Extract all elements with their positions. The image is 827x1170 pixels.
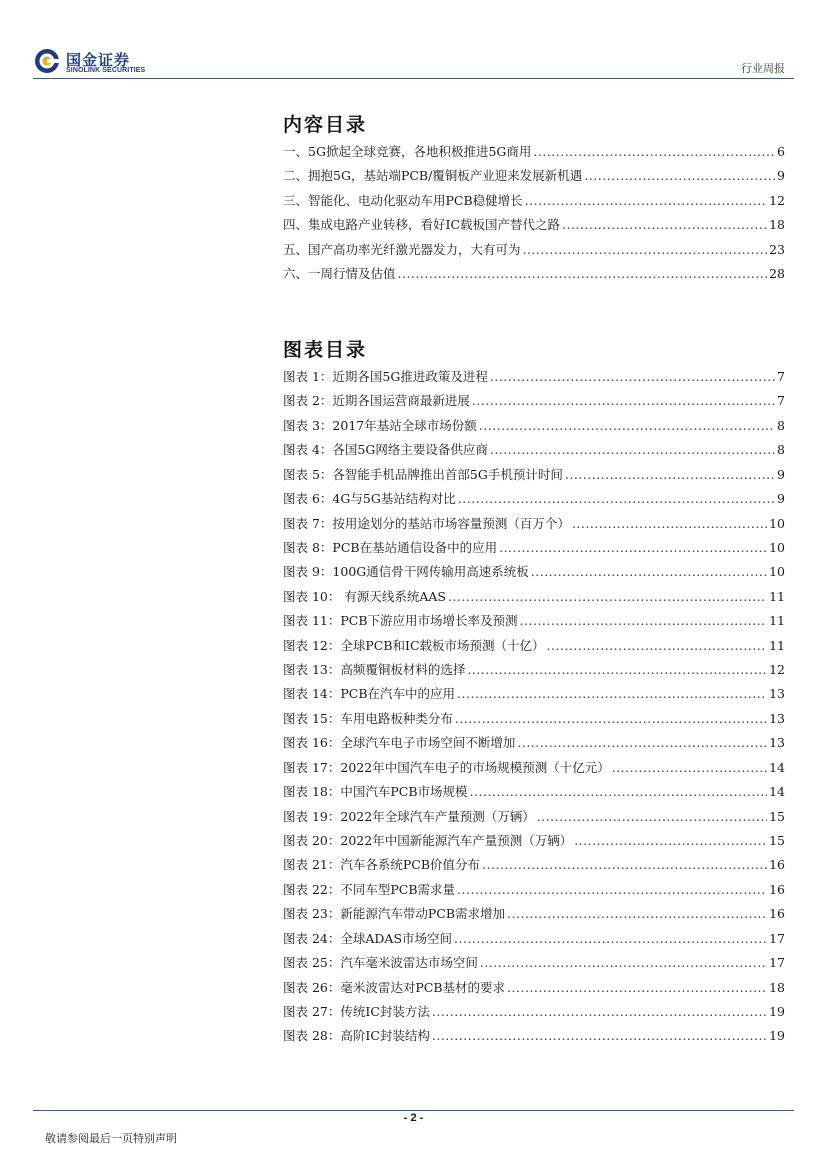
figure-entry-page: 10	[769, 515, 785, 531]
contents-entry-page: 12	[769, 192, 785, 208]
figure-entry-label: 图表 22：不同车型PCB需求量	[283, 881, 456, 897]
figure-entry[interactable]	[283, 467, 785, 491]
figure-entry[interactable]	[283, 809, 785, 833]
dot-leader	[612, 760, 767, 775]
figure-entry[interactable]	[283, 784, 785, 808]
figure-entry-page: 16	[769, 857, 785, 873]
logo-chinese-name: 国金证券	[66, 51, 131, 69]
figure-entry[interactable]	[283, 955, 785, 979]
contents-entry[interactable]	[283, 266, 785, 290]
figure-entry[interactable]	[283, 980, 785, 1004]
figure-entry-label: 图表 1：近期各国5G推进政策及进程	[283, 369, 488, 384]
figure-entry[interactable]	[283, 686, 785, 710]
dot-leader	[531, 564, 767, 579]
figure-entry-page: 9	[777, 491, 785, 507]
figure-entry-page: 8	[777, 417, 785, 433]
figure-entry-page: 10	[769, 564, 785, 580]
dot-leader	[398, 266, 768, 281]
dot-leader	[523, 242, 768, 257]
contents-entry[interactable]	[283, 144, 785, 168]
figure-entry[interactable]	[283, 564, 785, 588]
figure-entry-page: 19	[769, 1028, 785, 1044]
footer-divider	[33, 1110, 794, 1111]
figure-entry-label: 图表 21：汽车各系统PCB价值分布	[283, 857, 481, 873]
figure-entry-page: 7	[777, 393, 785, 409]
figure-entry[interactable]	[283, 711, 785, 735]
dot-leader	[499, 540, 767, 555]
figure-entry-label: 图表 7：按用途划分的基站市场容量预测（百万个）	[283, 515, 570, 531]
figure-entry-label: 图表 12：全球PCB和IC载板市场预测（十亿）	[283, 637, 545, 653]
figure-entry-label: 图表 15：车用电路板种类分布	[283, 710, 453, 726]
figure-entry[interactable]	[283, 638, 785, 662]
header-divider	[33, 78, 794, 79]
figure-entry[interactable]	[283, 540, 785, 564]
figure-entry[interactable]	[283, 882, 785, 906]
figure-entry-page: 18	[769, 979, 785, 995]
dot-leader	[517, 735, 767, 750]
contents-title: 内容目录	[283, 114, 368, 136]
figure-entry-label: 图表 16：全球汽车电子市场空间不断增加	[283, 735, 516, 751]
contents-entry-label: 六、一周行情及估值	[283, 265, 396, 281]
figure-entry-page: 14	[769, 759, 785, 775]
figure-entry-label: 图表 13：高频覆铜板材料的选择	[283, 662, 466, 678]
dot-leader	[470, 784, 768, 799]
contents-entry-label: 四、集成电路产业转移，看好IC载板国产替代之路	[283, 217, 561, 233]
figure-entry-page: 8	[777, 442, 785, 458]
figure-entry-label: 图表 25：汽车毫米波雷达市场空间	[283, 955, 478, 971]
figure-entry[interactable]	[283, 418, 785, 442]
figure-entry[interactable]	[283, 833, 785, 857]
figure-entry-label: 图表 23：新能源汽车带动PCB需求增加	[283, 906, 506, 922]
figure-entry-page: 9	[777, 466, 785, 482]
figure-entry-page: 17	[769, 955, 785, 971]
disclaimer-note: 敬请参阅最后一页特别声明	[45, 1132, 177, 1145]
contents-entry-page: 6	[777, 144, 785, 159]
figure-entry-label: 图表 2：近期各国运营商最新进展	[283, 393, 470, 409]
dot-leader	[457, 882, 767, 897]
figure-entry-page: 19	[769, 1003, 785, 1019]
sinolink-logo-icon	[34, 48, 60, 74]
contents-entry[interactable]	[283, 193, 785, 217]
figure-entry-label: 图表 14：PCB在汽车中的应用	[283, 686, 456, 702]
figure-entry-page: 13	[769, 686, 785, 702]
figure-entry-page: 17	[769, 930, 785, 946]
figure-entry-label: 图表 5：各智能手机品牌推出首部5G手机预计时间	[283, 466, 563, 482]
dot-leader	[480, 955, 767, 970]
figure-entry-label: 图表 19：2022年全球汽车产量预测（万辆）	[283, 808, 535, 824]
figure-entry[interactable]	[283, 857, 785, 881]
figure-entry-label: 图表 3：2017年基站全球市场份额	[283, 417, 477, 433]
figure-entry-label: 图表 8：PCB在基站通信设备中的应用	[283, 539, 498, 555]
dot-leader	[432, 1004, 767, 1019]
contents-entry-label: 一、5G掀起全球竞赛，各地积极推进5G商用	[283, 144, 532, 159]
figure-entry[interactable]	[283, 760, 785, 784]
dot-leader	[472, 393, 775, 408]
figure-entry-label: 图表 20：2022年中国新能源汽车产量预测（万辆）	[283, 833, 573, 849]
dot-leader	[458, 491, 775, 506]
dot-leader	[490, 369, 775, 384]
figure-entry[interactable]	[283, 1028, 785, 1052]
figure-entry-page: 10	[769, 539, 785, 555]
dot-leader	[547, 638, 768, 653]
contents-entry[interactable]	[283, 168, 785, 192]
figure-entry-label: 图表 27：传统IC封装方法	[283, 1003, 430, 1019]
dot-leader	[467, 662, 767, 677]
figure-entry-page: 15	[769, 808, 785, 824]
figure-entry-page: 13	[769, 735, 785, 751]
contents-entry-page: 18	[769, 217, 785, 233]
dot-leader	[455, 711, 767, 726]
contents-entry-page: 28	[769, 265, 785, 281]
dot-leader	[479, 418, 775, 433]
figure-entry-page: 13	[769, 710, 785, 726]
dot-leader	[574, 833, 767, 848]
dot-leader	[454, 931, 767, 946]
contents-list	[283, 144, 785, 290]
figure-entry-label: 图表 9：100G通信骨干网传输用高速系统板	[283, 564, 529, 580]
figure-entry-page: 14	[769, 784, 785, 800]
figure-entry[interactable]	[283, 662, 785, 686]
figure-entry[interactable]	[283, 735, 785, 759]
dot-leader	[520, 613, 768, 628]
figure-entry-label: 图表 10： 有源天线系统AAS	[283, 588, 446, 604]
dot-leader	[562, 217, 767, 232]
dot-leader	[448, 589, 767, 604]
figure-entry-label: 图表 18：中国汽车PCB市场规模	[283, 784, 468, 800]
dot-leader	[525, 193, 767, 208]
figure-entry[interactable]	[283, 906, 785, 930]
dot-leader	[482, 857, 767, 872]
report-type-label: 行业周报	[741, 62, 785, 75]
figure-entry[interactable]	[283, 589, 785, 613]
logo-english-name: SINOLINK SECURITIES	[66, 67, 146, 74]
dot-leader	[507, 906, 767, 921]
figure-entry[interactable]	[283, 491, 785, 515]
figure-entry-page: 11	[769, 588, 785, 604]
figure-entry-label: 图表 17：2022年中国汽车电子的市场规模预测（十亿元）	[283, 759, 610, 775]
figure-entry-label: 图表 11：PCB下游应用市场增长率及预测	[283, 613, 518, 629]
figure-entry-label: 图表 26：毫米波雷达对PCB基材的要求	[283, 979, 506, 995]
dot-leader	[572, 516, 767, 531]
dot-leader	[432, 1028, 767, 1043]
figures-title: 图表目录	[283, 339, 368, 361]
company-logo	[34, 48, 154, 78]
figure-entry[interactable]	[283, 516, 785, 540]
figure-entry-label: 图表 4：各国5G网络主要设备供应商	[283, 442, 488, 458]
figure-entry[interactable]	[283, 442, 785, 466]
figure-entry-label: 图表 28：高阶IC封装结构	[283, 1028, 430, 1044]
figure-entry-label: 图表 6：4G与5G基站结构对比	[283, 491, 456, 507]
figure-entry[interactable]	[283, 613, 785, 637]
figure-entry-label: 图表 24：全球ADAS市场空间	[283, 930, 453, 946]
figure-entry-page: 7	[777, 369, 785, 384]
figure-entry[interactable]	[283, 931, 785, 955]
figure-entry-page: 11	[769, 613, 785, 629]
figure-entry-page: 15	[769, 833, 785, 849]
dot-leader	[490, 442, 775, 457]
contents-entry[interactable]	[283, 242, 785, 266]
dot-leader	[533, 144, 775, 159]
figure-entry-page: 12	[769, 662, 785, 678]
contents-entry-label: 三、智能化、电动化驱动车用PCB稳健增长	[283, 192, 523, 208]
page-number: - 2 -	[403, 1112, 424, 1124]
contents-entry-label: 五、国产高功率光纤激光器发力，大有可为	[283, 241, 521, 257]
figure-entry-page: 16	[769, 881, 785, 897]
dot-leader	[565, 467, 775, 482]
contents-entry-page: 23	[769, 241, 785, 257]
figure-entry[interactable]	[283, 1004, 785, 1028]
figure-entry[interactable]	[283, 393, 785, 417]
contents-entry[interactable]	[283, 217, 785, 241]
figure-entry[interactable]	[283, 369, 785, 393]
figure-entry-page: 16	[769, 906, 785, 922]
dot-leader	[584, 168, 775, 183]
contents-entry-label: 二、拥抱5G，基站端PCB/覆铜板产业迎来发展新机遇	[283, 168, 583, 184]
figures-list	[283, 369, 785, 1053]
dot-leader	[537, 809, 767, 824]
figure-entry-page: 11	[769, 637, 785, 653]
contents-entry-page: 9	[777, 168, 785, 184]
dot-leader	[457, 686, 767, 701]
dot-leader	[507, 980, 767, 995]
